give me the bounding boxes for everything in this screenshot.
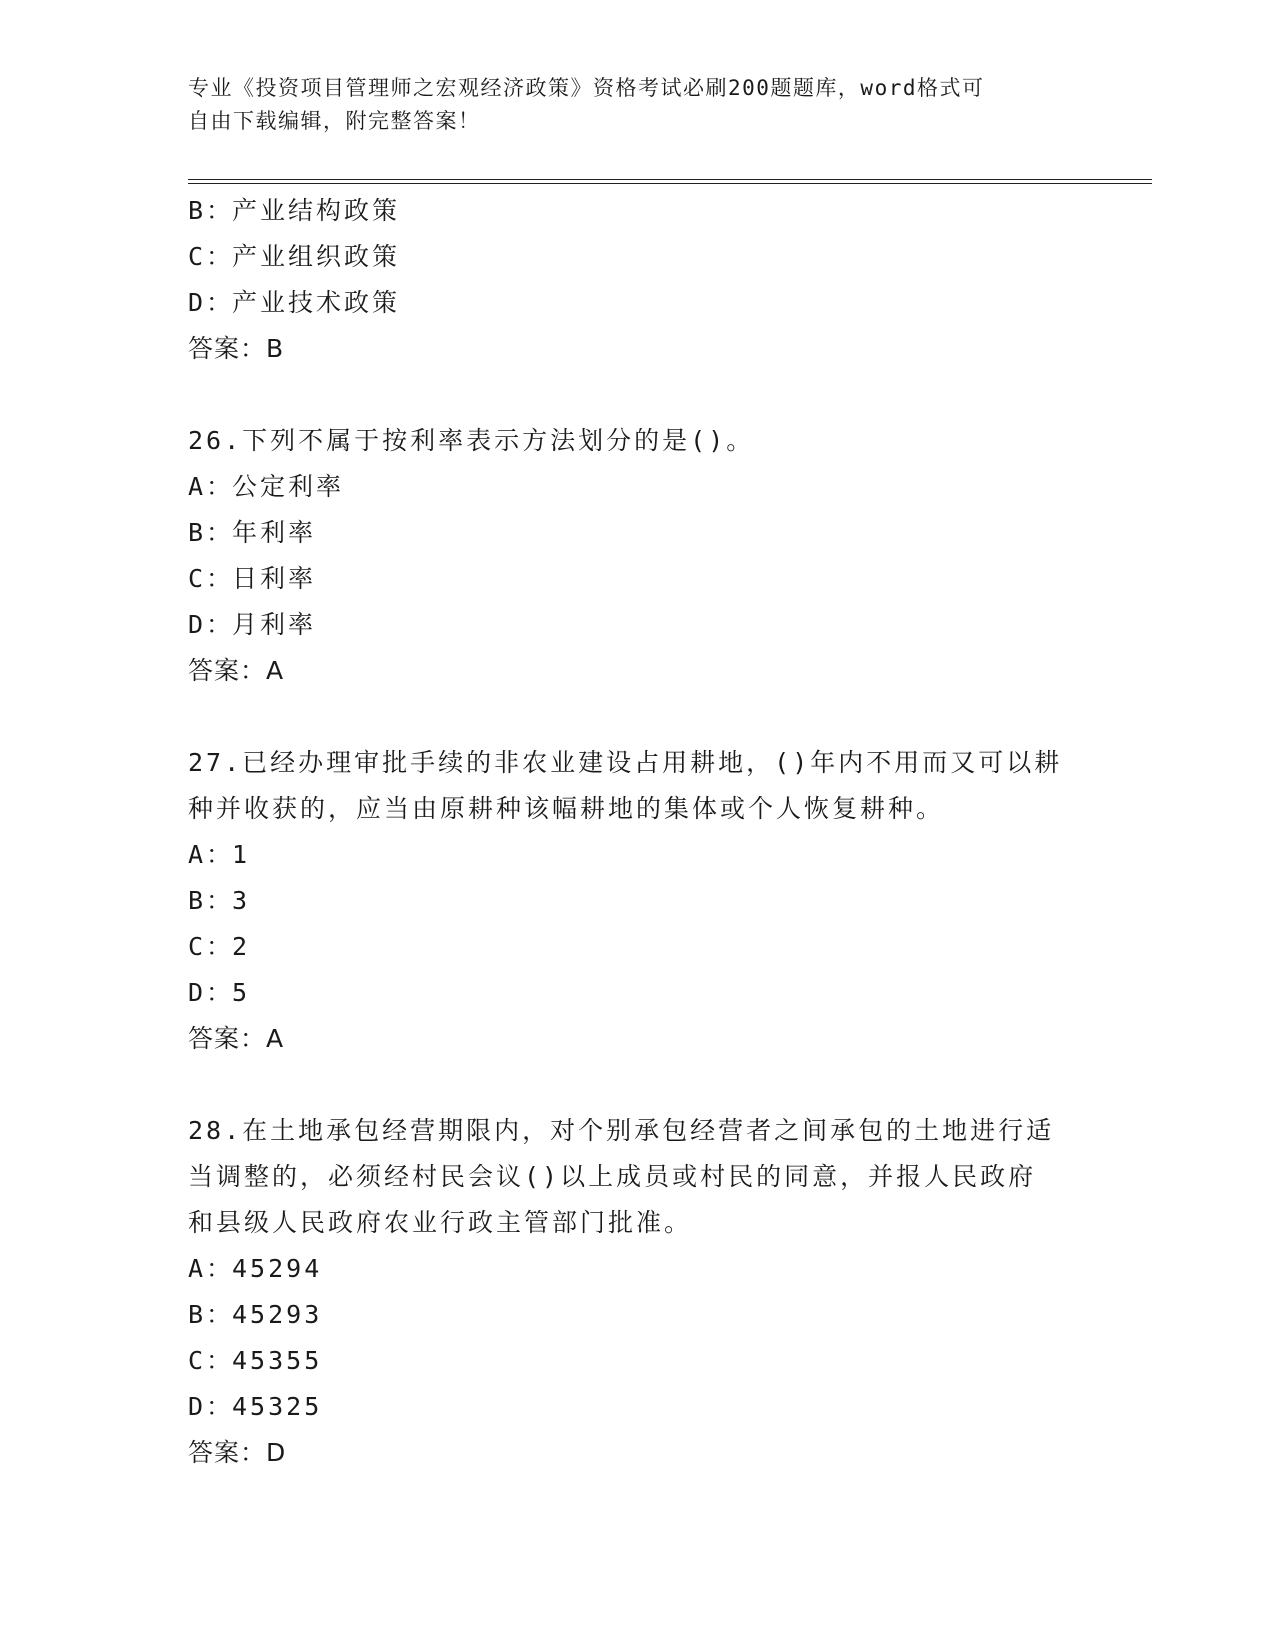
spacer: [188, 694, 1088, 740]
option-c: [188, 1338, 1088, 1384]
option-d: [188, 970, 1088, 1016]
option-b: [188, 1292, 1088, 1338]
answer-line: 答案：A: [188, 656, 285, 685]
option-text: 2: [232, 932, 251, 961]
question-26: [188, 418, 1088, 694]
option-a: [188, 464, 1088, 510]
option-label: D：: [188, 288, 235, 317]
option-d: [188, 602, 1088, 648]
option-label: B：: [188, 886, 235, 915]
answer-line: 答案：B: [188, 334, 285, 363]
option-text: 45325: [232, 1392, 323, 1421]
option-text: 月利率: [232, 610, 317, 639]
option-label: B：: [188, 518, 235, 547]
option-label: B：: [188, 196, 235, 225]
option-label: C：: [188, 1346, 235, 1375]
option-text: 产业组织政策: [232, 242, 401, 271]
option-c: [188, 924, 1088, 970]
option-label: A：: [188, 840, 235, 869]
question-27: [188, 740, 1088, 1062]
option-text: 日利率: [232, 564, 317, 593]
spacer: [188, 1062, 1088, 1108]
option-text: 年利率: [232, 518, 317, 547]
option-label: A：: [188, 472, 235, 501]
option-c: [188, 234, 1088, 280]
header-line-2: 自由下载编辑，附完整答案！: [188, 109, 481, 133]
option-label: C：: [188, 564, 235, 593]
option-text: 45293: [232, 1300, 323, 1329]
option-text: 45355: [232, 1346, 323, 1375]
option-a: [188, 832, 1088, 878]
option-text: 1: [232, 840, 251, 869]
answer-line: 答案：A: [188, 1024, 285, 1053]
option-a: [188, 1246, 1088, 1292]
question-text: 27.已经办理审批手续的非农业建设占用耕地，()年内不用而又可以耕: [188, 748, 1063, 777]
question-continuation: [188, 188, 1088, 372]
option-text: 5: [232, 978, 251, 1007]
answer-line: 答案：D: [188, 1438, 287, 1467]
question-list: [188, 188, 1088, 1476]
spacer: [188, 372, 1088, 418]
header-divider-bottom: [188, 183, 1152, 184]
question-text: 28.在土地承包经营期限内，对个别承包经营者之间承包的土地进行适: [188, 1116, 1055, 1145]
option-text: 产业技术政策: [232, 288, 401, 317]
question-text: 26.下列不属于按利率表示方法划分的是()。: [188, 426, 755, 455]
header-line-1: 专业《投资项目管理师之宏观经济政策》资格考试必刷200题题库，word格式可: [188, 76, 985, 100]
question-text: 和县级人民政府农业行政主管部门批准。: [188, 1208, 693, 1237]
option-text: 产业结构政策: [232, 196, 401, 225]
option-text: 公定利率: [232, 472, 345, 501]
option-text: 3: [232, 886, 251, 915]
question-text: 当调整的，必须经村民会议()以上成员或村民的同意，并报人民政府: [188, 1162, 1037, 1191]
option-label: C：: [188, 932, 235, 961]
question-28: [188, 1108, 1088, 1476]
option-text: 45294: [232, 1254, 323, 1283]
option-c: [188, 556, 1088, 602]
option-label: A：: [188, 1254, 235, 1283]
option-label: D：: [188, 610, 235, 639]
option-label: D：: [188, 978, 235, 1007]
option-label: B：: [188, 1300, 235, 1329]
option-b: [188, 188, 1088, 234]
option-b: [188, 878, 1088, 924]
option-label: C：: [188, 242, 235, 271]
option-d: [188, 1384, 1088, 1430]
option-label: D：: [188, 1392, 235, 1421]
header-divider-top: [188, 179, 1152, 180]
document-header: [188, 72, 1068, 138]
option-d: [188, 280, 1088, 326]
option-b: [188, 510, 1088, 556]
question-text: 种并收获的，应当由原耕种该幅耕地的集体或个人恢复耕种。: [188, 794, 945, 823]
